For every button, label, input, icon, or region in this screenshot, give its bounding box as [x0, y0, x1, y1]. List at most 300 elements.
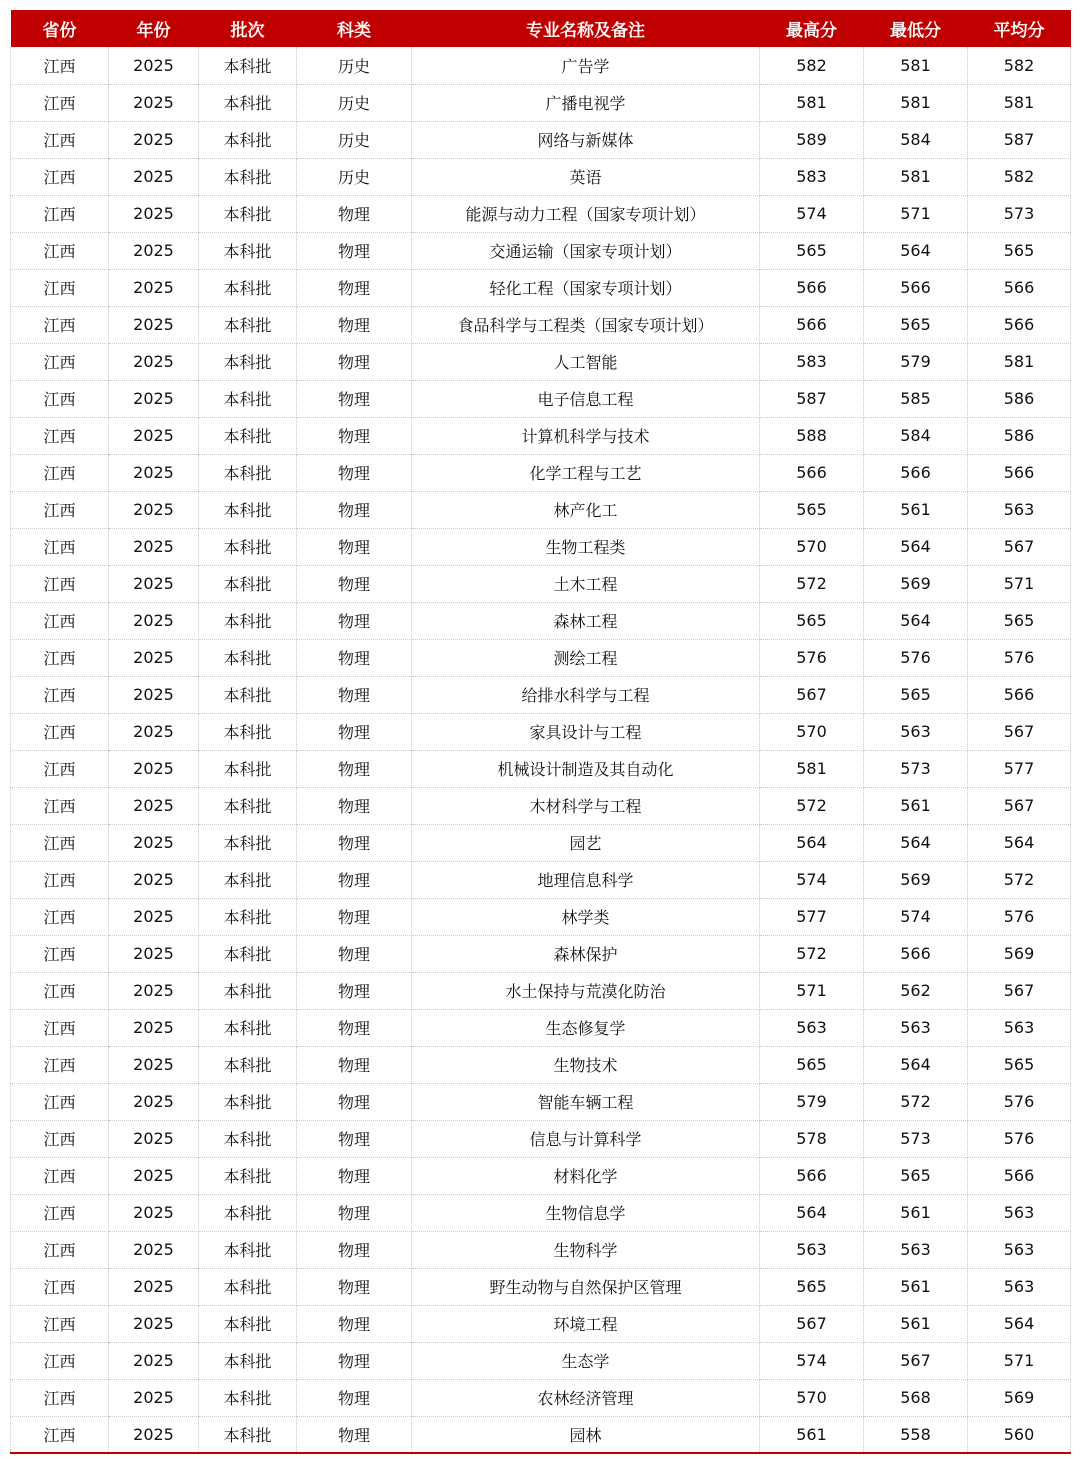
- batch-cell: 本科批: [199, 158, 297, 195]
- subject-cell: 物理: [297, 565, 412, 602]
- major-cell: 智能车辆工程: [412, 1083, 760, 1120]
- batch-cell: 本科批: [199, 639, 297, 676]
- avg-score-cell: 563: [968, 1231, 1071, 1268]
- province-cell: 江西: [11, 1416, 109, 1453]
- province-cell: 江西: [11, 1305, 109, 1342]
- subject-cell: 物理: [297, 676, 412, 713]
- max-score-cell: 583: [760, 158, 864, 195]
- batch-cell: 本科批: [199, 47, 297, 84]
- min-score-cell: 572: [864, 1083, 968, 1120]
- header-min-score: 最低分: [890, 21, 941, 41]
- table-row: [11, 1231, 1071, 1268]
- table-row: [11, 1416, 1071, 1453]
- avg-score-cell: 569: [968, 1379, 1071, 1416]
- province-cell: 江西: [11, 1157, 109, 1194]
- batch-cell: 本科批: [199, 454, 297, 491]
- avg-score-cell: 564: [968, 1305, 1071, 1342]
- year-cell: 2025: [109, 158, 199, 195]
- year-cell: 2025: [109, 121, 199, 158]
- province-cell: 江西: [11, 713, 109, 750]
- table-row: [11, 121, 1071, 158]
- year-cell: 2025: [109, 676, 199, 713]
- major-cell: 木材科学与工程: [412, 787, 760, 824]
- province-cell: 江西: [11, 1120, 109, 1157]
- subject-cell: 物理: [297, 1046, 412, 1083]
- year-cell: 2025: [109, 306, 199, 343]
- year-cell: 2025: [109, 491, 199, 528]
- batch-cell: 本科批: [199, 491, 297, 528]
- min-score-cell: 564: [864, 528, 968, 565]
- max-score-cell: 566: [760, 454, 864, 491]
- batch-cell: 本科批: [199, 898, 297, 935]
- table-row: [11, 824, 1071, 861]
- subject-cell: 物理: [297, 528, 412, 565]
- subject-cell: 物理: [297, 1342, 412, 1379]
- avg-score-cell: 572: [968, 861, 1071, 898]
- subject-cell: 物理: [297, 454, 412, 491]
- province-cell: 江西: [11, 1379, 109, 1416]
- province-cell: 江西: [11, 232, 109, 269]
- max-score-cell: 583: [760, 343, 864, 380]
- table-row: [11, 639, 1071, 676]
- table-row: [11, 1305, 1071, 1342]
- max-score-cell: 566: [760, 1157, 864, 1194]
- max-score-cell: 589: [760, 121, 864, 158]
- subject-cell: 物理: [297, 1194, 412, 1231]
- year-cell: 2025: [109, 454, 199, 491]
- subject-cell: 物理: [297, 269, 412, 306]
- avg-score-cell: 566: [968, 306, 1071, 343]
- major-cell: 信息与计算科学: [412, 1120, 760, 1157]
- province-cell: 江西: [11, 1083, 109, 1120]
- year-cell: 2025: [109, 417, 199, 454]
- avg-score-cell: 566: [968, 676, 1071, 713]
- batch-cell: 本科批: [199, 676, 297, 713]
- province-cell: 江西: [11, 454, 109, 491]
- batch-cell: 本科批: [199, 269, 297, 306]
- year-cell: 2025: [109, 972, 199, 1009]
- batch-cell: 本科批: [199, 713, 297, 750]
- table-row: [11, 84, 1071, 121]
- max-score-cell: 565: [760, 491, 864, 528]
- batch-cell: 本科批: [199, 417, 297, 454]
- subject-cell: 历史: [297, 47, 412, 84]
- batch-cell: 本科批: [199, 1157, 297, 1194]
- table-row: [11, 1083, 1071, 1120]
- avg-score-cell: 586: [968, 417, 1071, 454]
- province-cell: 江西: [11, 1268, 109, 1305]
- min-score-cell: 564: [864, 602, 968, 639]
- major-cell: 能源与动力工程（国家专项计划）: [412, 195, 760, 232]
- subject-cell: 物理: [297, 972, 412, 1009]
- province-cell: 江西: [11, 491, 109, 528]
- province-cell: 江西: [11, 565, 109, 602]
- table-row: [11, 898, 1071, 935]
- batch-cell: 本科批: [199, 750, 297, 787]
- batch-cell: 本科批: [199, 195, 297, 232]
- major-cell: 土木工程: [412, 565, 760, 602]
- province-cell: 江西: [11, 972, 109, 1009]
- province-cell: 江西: [11, 1009, 109, 1046]
- table-row: [11, 269, 1071, 306]
- avg-score-cell: 576: [968, 898, 1071, 935]
- min-score-cell: 581: [864, 84, 968, 121]
- year-cell: 2025: [109, 269, 199, 306]
- major-cell: 家具设计与工程: [412, 713, 760, 750]
- avg-score-cell: 571: [968, 1342, 1071, 1379]
- subject-cell: 物理: [297, 380, 412, 417]
- province-cell: 江西: [11, 1342, 109, 1379]
- year-cell: 2025: [109, 232, 199, 269]
- max-score-cell: 570: [760, 1379, 864, 1416]
- year-cell: 2025: [109, 898, 199, 935]
- batch-cell: 本科批: [199, 343, 297, 380]
- batch-cell: 本科批: [199, 972, 297, 1009]
- major-cell: 地理信息科学: [412, 861, 760, 898]
- subject-cell: 物理: [297, 1231, 412, 1268]
- table-row: [11, 417, 1071, 454]
- avg-score-cell: 563: [968, 1268, 1071, 1305]
- min-score-cell: 574: [864, 898, 968, 935]
- major-cell: 林产化工: [412, 491, 760, 528]
- min-score-cell: 563: [864, 1231, 968, 1268]
- max-score-cell: 574: [760, 195, 864, 232]
- major-cell: 人工智能: [412, 343, 760, 380]
- avg-score-cell: 566: [968, 1157, 1071, 1194]
- year-cell: 2025: [109, 195, 199, 232]
- min-score-cell: 573: [864, 750, 968, 787]
- province-cell: 江西: [11, 417, 109, 454]
- year-cell: 2025: [109, 1009, 199, 1046]
- province-cell: 江西: [11, 1231, 109, 1268]
- max-score-cell: 565: [760, 1268, 864, 1305]
- year-cell: 2025: [109, 343, 199, 380]
- table-row: [11, 787, 1071, 824]
- max-score-cell: 564: [760, 1194, 864, 1231]
- header-max-score: 最高分: [786, 21, 837, 41]
- year-cell: 2025: [109, 1231, 199, 1268]
- year-cell: 2025: [109, 380, 199, 417]
- max-score-cell: 566: [760, 269, 864, 306]
- year-cell: 2025: [109, 861, 199, 898]
- avg-score-cell: 564: [968, 824, 1071, 861]
- batch-cell: 本科批: [199, 1342, 297, 1379]
- min-score-cell: 569: [864, 565, 968, 602]
- table-row: [11, 232, 1071, 269]
- subject-cell: 物理: [297, 824, 412, 861]
- major-cell: 广播电视学: [412, 84, 760, 121]
- min-score-cell: 584: [864, 417, 968, 454]
- batch-cell: 本科批: [199, 1305, 297, 1342]
- batch-cell: 本科批: [199, 824, 297, 861]
- min-score-cell: 567: [864, 1342, 968, 1379]
- batch-cell: 本科批: [199, 1194, 297, 1231]
- max-score-cell: 571: [760, 972, 864, 1009]
- major-cell: 野生动物与自然保护区管理: [412, 1268, 760, 1305]
- year-cell: 2025: [109, 639, 199, 676]
- max-score-cell: 581: [760, 84, 864, 121]
- province-cell: 江西: [11, 787, 109, 824]
- subject-cell: 物理: [297, 1305, 412, 1342]
- avg-score-cell: 576: [968, 1083, 1071, 1120]
- major-cell: 食品科学与工程类（国家专项计划）: [412, 306, 760, 343]
- major-cell: 森林保护: [412, 935, 760, 972]
- year-cell: 2025: [109, 935, 199, 972]
- header-avg-score: 平均分: [993, 21, 1045, 41]
- subject-cell: 物理: [297, 491, 412, 528]
- max-score-cell: 563: [760, 1231, 864, 1268]
- major-cell: 环境工程: [412, 1305, 760, 1342]
- province-cell: 江西: [11, 639, 109, 676]
- year-cell: 2025: [109, 1194, 199, 1231]
- batch-cell: 本科批: [199, 565, 297, 602]
- province-cell: 江西: [11, 1046, 109, 1083]
- major-cell: 生物技术: [412, 1046, 760, 1083]
- subject-cell: 历史: [297, 121, 412, 158]
- subject-cell: 历史: [297, 84, 412, 121]
- batch-cell: 本科批: [199, 602, 297, 639]
- year-cell: 2025: [109, 1268, 199, 1305]
- major-cell: 园林: [412, 1416, 760, 1453]
- subject-cell: 物理: [297, 1120, 412, 1157]
- year-cell: 2025: [109, 84, 199, 121]
- max-score-cell: 564: [760, 824, 864, 861]
- province-cell: 江西: [11, 195, 109, 232]
- max-score-cell: 588: [760, 417, 864, 454]
- batch-cell: 本科批: [199, 306, 297, 343]
- avg-score-cell: 567: [968, 972, 1071, 1009]
- major-cell: 生态修复学: [412, 1009, 760, 1046]
- major-cell: 材料化学: [412, 1157, 760, 1194]
- year-cell: 2025: [109, 565, 199, 602]
- max-score-cell: 572: [760, 935, 864, 972]
- avg-score-cell: 567: [968, 787, 1071, 824]
- table-row: [11, 158, 1071, 195]
- province-cell: 江西: [11, 121, 109, 158]
- table-row: [11, 1194, 1071, 1231]
- year-cell: 2025: [109, 1379, 199, 1416]
- year-cell: 2025: [109, 787, 199, 824]
- min-score-cell: 576: [864, 639, 968, 676]
- province-cell: 江西: [11, 1194, 109, 1231]
- subject-cell: 物理: [297, 898, 412, 935]
- max-score-cell: 566: [760, 306, 864, 343]
- province-cell: 江西: [11, 935, 109, 972]
- table-row: [11, 454, 1071, 491]
- batch-cell: 本科批: [199, 380, 297, 417]
- min-score-cell: 566: [864, 269, 968, 306]
- avg-score-cell: 581: [968, 84, 1071, 121]
- major-cell: 化学工程与工艺: [412, 454, 760, 491]
- avg-score-cell: 566: [968, 454, 1071, 491]
- province-cell: 江西: [11, 602, 109, 639]
- avg-score-cell: 563: [968, 1009, 1071, 1046]
- major-cell: 生物科学: [412, 1231, 760, 1268]
- batch-cell: 本科批: [199, 861, 297, 898]
- table-row: [11, 1342, 1071, 1379]
- subject-cell: 物理: [297, 861, 412, 898]
- avg-score-cell: 569: [968, 935, 1071, 972]
- subject-cell: 物理: [297, 750, 412, 787]
- table-row: [11, 713, 1071, 750]
- year-cell: 2025: [109, 602, 199, 639]
- year-cell: 2025: [109, 824, 199, 861]
- header-province: 省份: [42, 21, 77, 41]
- subject-cell: 物理: [297, 232, 412, 269]
- max-score-cell: 572: [760, 787, 864, 824]
- max-score-cell: 561: [760, 1416, 864, 1453]
- avg-score-cell: 576: [968, 1120, 1071, 1157]
- score-table: [10, 10, 1071, 1454]
- header-batch: 批次: [230, 21, 265, 41]
- subject-cell: 物理: [297, 787, 412, 824]
- year-cell: 2025: [109, 713, 199, 750]
- table-row: [11, 1379, 1071, 1416]
- year-cell: 2025: [109, 1083, 199, 1120]
- year-cell: 2025: [109, 1157, 199, 1194]
- major-cell: 交通运输（国家专项计划）: [412, 232, 760, 269]
- major-cell: 英语: [412, 158, 760, 195]
- min-score-cell: 561: [864, 787, 968, 824]
- min-score-cell: 565: [864, 676, 968, 713]
- major-cell: 计算机科学与技术: [412, 417, 760, 454]
- subject-cell: 物理: [297, 1268, 412, 1305]
- batch-cell: 本科批: [199, 232, 297, 269]
- subject-cell: 物理: [297, 195, 412, 232]
- max-score-cell: 579: [760, 1083, 864, 1120]
- province-cell: 江西: [11, 158, 109, 195]
- table-row: [11, 602, 1071, 639]
- min-score-cell: 584: [864, 121, 968, 158]
- max-score-cell: 574: [760, 861, 864, 898]
- avg-score-cell: 576: [968, 639, 1071, 676]
- batch-cell: 本科批: [199, 1416, 297, 1453]
- table-row: [11, 343, 1071, 380]
- major-cell: 农林经济管理: [412, 1379, 760, 1416]
- avg-score-cell: 565: [968, 602, 1071, 639]
- subject-cell: 物理: [297, 639, 412, 676]
- min-score-cell: 561: [864, 1194, 968, 1231]
- max-score-cell: 567: [760, 1305, 864, 1342]
- batch-cell: 本科批: [199, 1120, 297, 1157]
- batch-cell: 本科批: [199, 1268, 297, 1305]
- major-cell: 电子信息工程: [412, 380, 760, 417]
- year-cell: 2025: [109, 1120, 199, 1157]
- year-cell: 2025: [109, 750, 199, 787]
- avg-score-cell: 563: [968, 491, 1071, 528]
- score-table-container: [10, 10, 1070, 1454]
- province-cell: 江西: [11, 306, 109, 343]
- batch-cell: 本科批: [199, 121, 297, 158]
- table-row: [11, 528, 1071, 565]
- major-cell: 广告学: [412, 47, 760, 84]
- major-cell: 机械设计制造及其自动化: [412, 750, 760, 787]
- subject-cell: 物理: [297, 1083, 412, 1120]
- table-row: [11, 1157, 1071, 1194]
- avg-score-cell: 560: [968, 1416, 1071, 1453]
- table-row: [11, 306, 1071, 343]
- min-score-cell: 558: [864, 1416, 968, 1453]
- major-cell: 轻化工程（国家专项计划）: [412, 269, 760, 306]
- batch-cell: 本科批: [199, 1231, 297, 1268]
- table-row: [11, 750, 1071, 787]
- table-row: [11, 195, 1071, 232]
- table-row: [11, 1009, 1071, 1046]
- min-score-cell: 561: [864, 1305, 968, 1342]
- province-cell: 江西: [11, 898, 109, 935]
- major-cell: 测绘工程: [412, 639, 760, 676]
- year-cell: 2025: [109, 47, 199, 84]
- subject-cell: 物理: [297, 1416, 412, 1453]
- major-cell: 水土保持与荒漠化防治: [412, 972, 760, 1009]
- min-score-cell: 568: [864, 1379, 968, 1416]
- table-row: [11, 491, 1071, 528]
- max-score-cell: 567: [760, 676, 864, 713]
- batch-cell: 本科批: [199, 1083, 297, 1120]
- table-row: [11, 1268, 1071, 1305]
- min-score-cell: 579: [864, 343, 968, 380]
- table-body: [11, 47, 1071, 1453]
- province-cell: 江西: [11, 47, 109, 84]
- table-row: [11, 47, 1071, 84]
- year-cell: 2025: [109, 1305, 199, 1342]
- min-score-cell: 565: [864, 1157, 968, 1194]
- min-score-cell: 563: [864, 1009, 968, 1046]
- subject-cell: 物理: [297, 602, 412, 639]
- max-score-cell: 577: [760, 898, 864, 935]
- province-cell: 江西: [11, 84, 109, 121]
- major-cell: 生态学: [412, 1342, 760, 1379]
- avg-score-cell: 567: [968, 713, 1071, 750]
- max-score-cell: 576: [760, 639, 864, 676]
- province-cell: 江西: [11, 528, 109, 565]
- min-score-cell: 562: [864, 972, 968, 1009]
- max-score-cell: 581: [760, 750, 864, 787]
- max-score-cell: 572: [760, 565, 864, 602]
- min-score-cell: 566: [864, 454, 968, 491]
- subject-cell: 物理: [297, 1379, 412, 1416]
- min-score-cell: 561: [864, 491, 968, 528]
- avg-score-cell: 573: [968, 195, 1071, 232]
- major-cell: 森林工程: [412, 602, 760, 639]
- avg-score-cell: 566: [968, 269, 1071, 306]
- min-score-cell: 569: [864, 861, 968, 898]
- avg-score-cell: 586: [968, 380, 1071, 417]
- min-score-cell: 564: [864, 824, 968, 861]
- subject-cell: 物理: [297, 1157, 412, 1194]
- header-year: 年份: [136, 21, 171, 41]
- province-cell: 江西: [11, 824, 109, 861]
- subject-cell: 物理: [297, 935, 412, 972]
- min-score-cell: 566: [864, 935, 968, 972]
- max-score-cell: 570: [760, 713, 864, 750]
- batch-cell: 本科批: [199, 1046, 297, 1083]
- subject-cell: 物理: [297, 713, 412, 750]
- avg-score-cell: 567: [968, 528, 1071, 565]
- min-score-cell: 561: [864, 1268, 968, 1305]
- min-score-cell: 585: [864, 380, 968, 417]
- year-cell: 2025: [109, 1046, 199, 1083]
- max-score-cell: 578: [760, 1120, 864, 1157]
- batch-cell: 本科批: [199, 787, 297, 824]
- max-score-cell: 570: [760, 528, 864, 565]
- batch-cell: 本科批: [199, 1009, 297, 1046]
- max-score-cell: 574: [760, 1342, 864, 1379]
- min-score-cell: 563: [864, 713, 968, 750]
- avg-score-cell: 565: [968, 232, 1071, 269]
- avg-score-cell: 581: [968, 343, 1071, 380]
- subject-cell: 物理: [297, 306, 412, 343]
